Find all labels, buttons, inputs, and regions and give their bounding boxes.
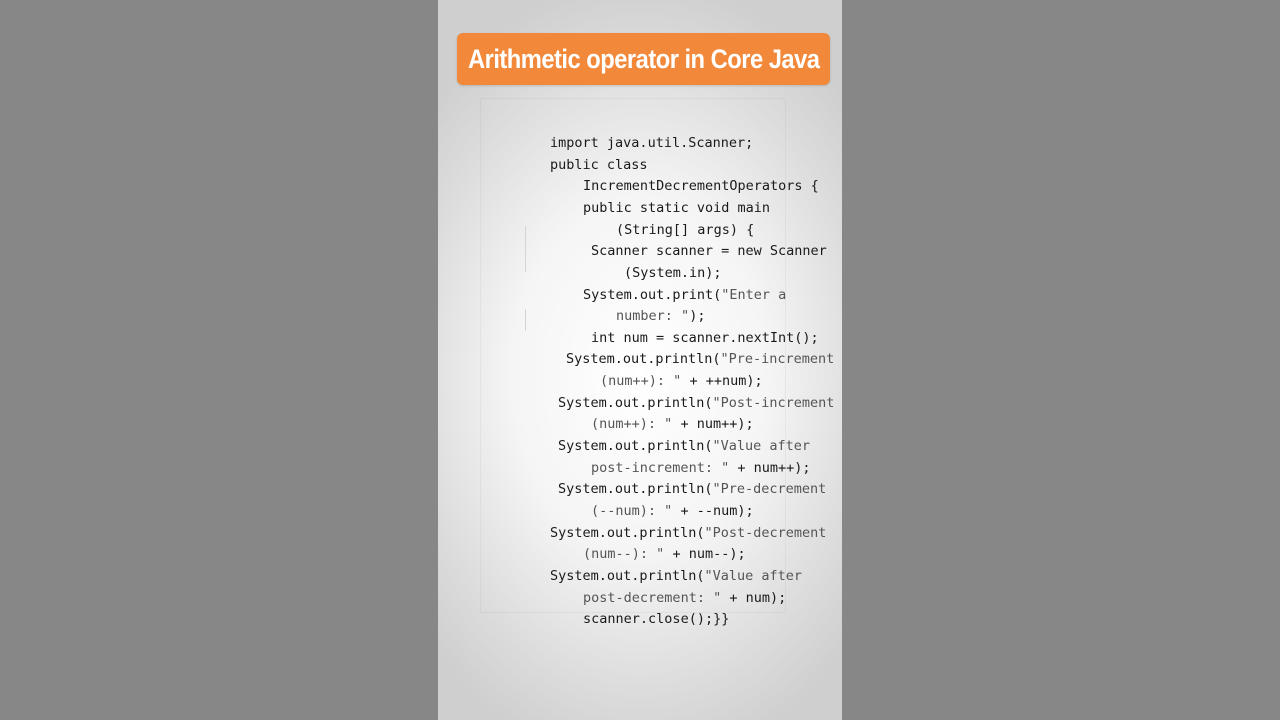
- code-text: scanner.close();}}: [583, 611, 730, 627]
- shorts-panel: [438, 0, 842, 720]
- code-text: int num = scanner.nextInt();: [591, 330, 819, 346]
- code-text: );: [689, 308, 706, 324]
- code-text: + num++);: [672, 416, 754, 432]
- code-string: "Post-decrement: [704, 525, 827, 541]
- code-text: Scanner scanner = new Scanner: [591, 243, 827, 259]
- code-string: "Enter a: [721, 287, 787, 303]
- code-text: + num--);: [664, 546, 746, 562]
- code-text: System.out.println(: [550, 568, 705, 584]
- code-string: "Post-increment: [712, 395, 835, 411]
- code-text: + num);: [721, 590, 787, 606]
- code-text: + ++num);: [681, 373, 763, 389]
- code-text: System.out.println(: [550, 525, 705, 541]
- code-text: System.out.println(: [558, 395, 713, 411]
- code-line: [518, 592, 729, 646]
- code-string: post-increment: ": [591, 460, 730, 476]
- code-text: (String[] args) {: [616, 222, 755, 238]
- code-string: post-decrement: ": [583, 590, 722, 606]
- code-block: [480, 98, 835, 627]
- code-text: public class: [550, 157, 648, 173]
- code-text: import java.util.Scanner;: [550, 135, 754, 151]
- code-string: (num++): ": [591, 416, 673, 432]
- code-string: "Value after: [704, 568, 803, 584]
- code-text: System.out.println(: [558, 438, 713, 454]
- code-text: System.out.println(: [558, 481, 713, 497]
- code-text: + --num);: [672, 503, 754, 519]
- code-string: "Pre-decrement: [712, 481, 827, 497]
- code-string: (num--): ": [583, 546, 665, 562]
- title-banner: [457, 33, 830, 85]
- code-string: "Pre-increment: [720, 351, 835, 367]
- code-string: (--num): ": [591, 503, 673, 519]
- code-string: "Value after: [712, 438, 811, 454]
- code-text: IncrementDecrementOperators {: [583, 178, 819, 194]
- title-text: Arithmetic operator in Core Java: [467, 43, 820, 74]
- code-text: public static void main: [583, 200, 770, 216]
- code-text: System.out.print(: [583, 287, 722, 303]
- code-text: + num++);: [729, 460, 811, 476]
- code-text: (System.in);: [624, 265, 722, 281]
- code-string: (num++): ": [600, 373, 682, 389]
- code-string: number: ": [616, 308, 690, 324]
- code-text: System.out.println(: [566, 351, 721, 367]
